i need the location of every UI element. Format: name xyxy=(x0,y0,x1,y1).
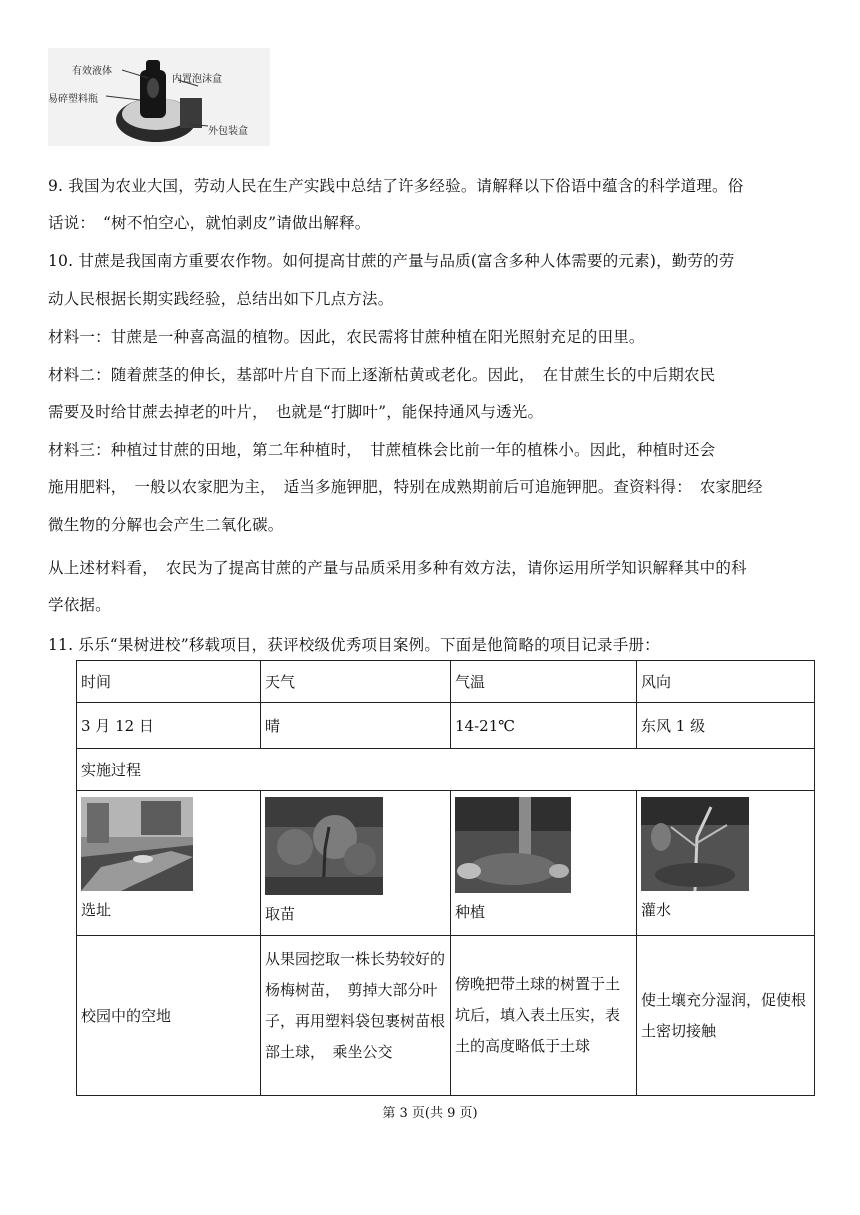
material-2-line-1: 材料二：随着蔗茎的伸长，基部叶片自下而上逐渐枯黄或老化。因此， 在甘蔗生长的中后期农民 xyxy=(48,366,716,384)
step-watering xyxy=(637,791,815,936)
label-bottle: 易碎塑料瓶 xyxy=(48,94,98,105)
q10-line-2: 动人民根据长期实践经验，总结出如下几点方法。 xyxy=(48,290,394,308)
step-seedling-label: 取苗 xyxy=(265,905,296,923)
watering-photo xyxy=(641,797,749,891)
step-planting xyxy=(451,791,637,936)
detail-site: 校园中的空地 xyxy=(77,936,261,1096)
detail-planting: 傍晚把带土球的树置于土坑后，填入表土压实，表土的高度略低于土球 xyxy=(451,936,637,1096)
step-site xyxy=(77,791,261,936)
q10-line-1: 10. 甘蔗是我国南方重要农作物。如何提高甘蔗的产量与品质(富含多种人体需要的元素)，勤劳的劳 xyxy=(48,252,735,270)
q11-line: 11. 乐乐“果树进校”移载项目，获评校级优秀项目案例。下面是他简略的项目记录手册： xyxy=(48,636,660,654)
detail-row xyxy=(77,936,815,1096)
step-site-label: 选址 xyxy=(81,901,112,919)
packaging-figure xyxy=(48,48,270,146)
cell-temperature: 14-21℃ xyxy=(451,703,637,749)
q9-line-1: 9. 我国为农业大国，劳动人民在生产实践中总结了许多经验。请解释以下俗语中蕴含的科学道理。俗 xyxy=(48,177,744,195)
process-row xyxy=(77,749,815,791)
process-label: 实施过程 xyxy=(77,749,815,791)
material-3-line-2: 施用肥料， 一般以农家肥为主， 适当多施钾肥，特别在成熟期前后可追施钾肥。查资料得： 农家肥经 xyxy=(48,478,763,496)
detail-watering: 使土壤充分湿润，促使根土密切接触 xyxy=(637,936,815,1096)
q10-ask-line-2: 学依据。 xyxy=(48,596,111,614)
material-2-line-2: 需要及时给甘蔗去掉老的叶片， 也就是“打脚叶”，能保持通风与透光。 xyxy=(48,403,544,421)
seedling-photo xyxy=(265,797,383,895)
step-planting-label: 种植 xyxy=(455,903,486,921)
q10-ask-line-1: 从上述材料看， 农民为了提高甘蔗的产量与品质采用多种有效方法，请你运用所学知识解释其中的科 xyxy=(48,559,747,577)
material-3-line-1: 材料三：种植过甘蔗的田地，第二年种植时， 甘蔗植株会比前一年的植株小。因此，种植时还会 xyxy=(48,441,716,459)
photo-row xyxy=(77,791,815,936)
page-footer: 第 3 页(共 9 页) xyxy=(382,1106,478,1121)
cell-date: 3 月 12 日 xyxy=(77,703,261,749)
detail-seedling: 从果园挖取一株长势较好的杨梅树苗， 剪掉大部分叶子，再用塑料袋包裹树苗根部土球， 乘坐公交 xyxy=(261,936,451,1096)
table-header-row xyxy=(77,661,815,703)
q9-line-2: 话说： “树不怕空心，就怕剥皮”请做出解释。 xyxy=(48,214,371,232)
step-watering-label: 灌水 xyxy=(641,901,672,919)
site-photo xyxy=(81,797,193,891)
cell-wind: 东风 1 级 xyxy=(637,703,815,749)
header-temperature: 气温 xyxy=(451,661,637,703)
header-time: 时间 xyxy=(77,661,261,703)
step-seedling xyxy=(261,791,451,936)
project-record-table xyxy=(76,660,815,1096)
material-3-line-3: 微生物的分解也会产生二氧化碳。 xyxy=(48,516,284,534)
material-1: 材料一：甘蔗是一种喜高温的植物。因此，农民需将甘蔗种植在阳光照射充足的田里。 xyxy=(48,328,645,346)
label-outer-box: 外包装盒 xyxy=(208,126,248,137)
cell-weather: 晴 xyxy=(261,703,451,749)
header-weather: 天气 xyxy=(261,661,451,703)
planting-photo xyxy=(455,797,571,893)
table-row xyxy=(77,703,815,749)
label-liquid: 有效液体 xyxy=(72,66,112,77)
header-wind: 风向 xyxy=(637,661,815,703)
label-foam-box: 内置泡沫盒 xyxy=(172,74,222,85)
